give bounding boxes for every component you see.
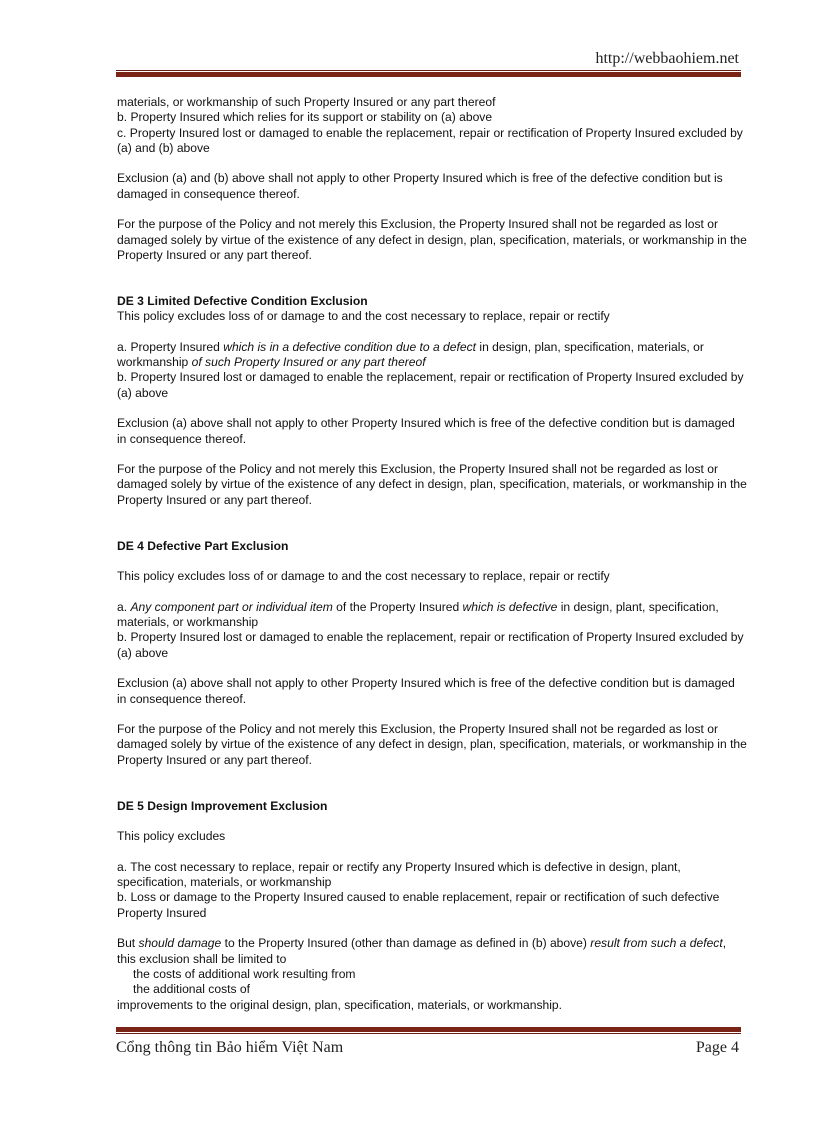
footer-site-name: Cổng thông tin Bảo hiểm Việt Nam: [116, 1039, 344, 1056]
de5-b: b. Loss or damage to the Property Insured caused to enable replacement, repair or rectification of such defective Property Insured: [117, 890, 720, 920]
intro-line-3: c. Property Insured lost or damaged to enable the replacement, repair or rectification of Property Insured excluded by (a) and (b) above: [117, 125, 743, 155]
de4-paragraph-2: Exclusion (a) above shall not apply to other Property Insured which is free of the defective condition but is damaged in consequence thereof.: [117, 676, 735, 706]
de3-heading: DE 3 Limited Defective Condition Exclusion: [117, 293, 368, 308]
de5-limit: [117, 936, 747, 1012]
intro-paragraph-3: For the purpose of the Policy and not merely this Exclusion, the Property Insured shall not be regarded as lost or damaged solely by virtue of the existence of any defect in design, plan, specification, materials, or workmanship in the Property Insured or any part thereof.: [117, 217, 747, 262]
de5-intro: This policy excludes: [117, 829, 226, 844]
footer-page-number: Page 4: [695, 1039, 739, 1056]
de3-paragraph-3: For the purpose of the Policy and not merely this Exclusion, the Property Insured shall not be regarded as lost or damaged solely by virtue of the existence of any defect in design, plan, specification, materials, or workmanship in the Property Insured or any part thereof.: [117, 462, 747, 507]
de4-a-prefix: a.: [117, 599, 131, 614]
de5-c-text-3: , this exclusion shall be limited to: [117, 936, 727, 966]
de4-a-italic-2: which is defective: [462, 599, 558, 614]
de3-items: [117, 340, 747, 401]
de3-b: b. Property Insured lost or damaged to enable the replacement, repair or rectification of Property Insured excluded by (a) above: [117, 370, 744, 400]
de3-a-text-2: in design, plan, specification, materials, or workmanship: [117, 339, 704, 370]
de5-items: [117, 860, 747, 921]
de5-c-text: But: [117, 936, 139, 951]
de4-heading: DE 4 Defective Part Exclusion: [117, 538, 289, 553]
de3-a-text: a. Property Insured: [117, 339, 224, 354]
de4-items: [117, 600, 747, 661]
intro-line-1: materials, or workmanship of such Property Insured or any part thereof: [117, 95, 496, 109]
de3-paragraph-2: Exclusion (a) above shall not apply to other Property Insured which is free of the defective condition but is damaged in consequence thereof.: [117, 416, 735, 446]
de3-a-italic: which is in a defective condition due to a defect: [223, 339, 477, 354]
page-content: [117, 95, 747, 1013]
de5-last-line: improvements to the original design, plan, specification, materials, or workmanship.: [117, 997, 562, 1012]
de4-b: b. Property Insured lost or damaged to enable the replacement, repair or rectification of Property Insured excluded by (a) above: [117, 630, 744, 660]
de5-heading: DE 5 Design Improvement Exclusion: [117, 798, 328, 813]
intro-line-2: b. Property Insured which relies for its support or stability on (a) above: [117, 110, 493, 125]
de3-intro: This policy excludes loss of or damage to and the cost necessary to replace, repair or rectify: [117, 309, 610, 324]
footer-rule: [116, 1027, 741, 1034]
de5-c-italic: should damage: [138, 936, 222, 951]
de5-a: a. The cost necessary to replace, repair or rectify any Property Insured which is defective in design, plant, specification, materials, or workmanship: [117, 859, 681, 890]
de4-a-text-2: in design, plant, specification, materials, or workmanship: [117, 599, 719, 630]
intro-items: [117, 95, 747, 156]
de5-c-italic-2: result from such a defect: [590, 936, 723, 951]
header-url: http://webbaohiem.net: [595, 50, 739, 67]
de5-c-text-2: to the Property Insured (other than damage as defined in (b) above): [221, 936, 591, 951]
de5-limit-item-2: the additional costs of: [133, 982, 250, 997]
de4-paragraph-3: For the purpose of the Policy and not merely this Exclusion, the Property Insured shall not be regarded as lost or damaged solely by virtue of the existence of any defect in design, plan, specification, materials, or workmanship in the Property Insured or any part thereof.: [117, 722, 747, 767]
header-rule: [116, 70, 741, 77]
intro-paragraph-2: Exclusion (a) and (b) above shall not apply to other Property Insured which is free of the defective condition but is damaged in consequence thereof.: [117, 171, 723, 201]
de4-a-italic: Any component part or individual item: [130, 599, 333, 614]
de3-a-italic-2: of such Property Insured or any part thereof: [191, 355, 426, 370]
de5-limit-item-1: the costs of additional work resulting from: [133, 966, 356, 981]
de4-intro: This policy excludes loss of or damage to and the cost necessary to replace, repair or rectify: [117, 569, 610, 584]
de4-a-text: of the Property Insured: [332, 599, 463, 614]
